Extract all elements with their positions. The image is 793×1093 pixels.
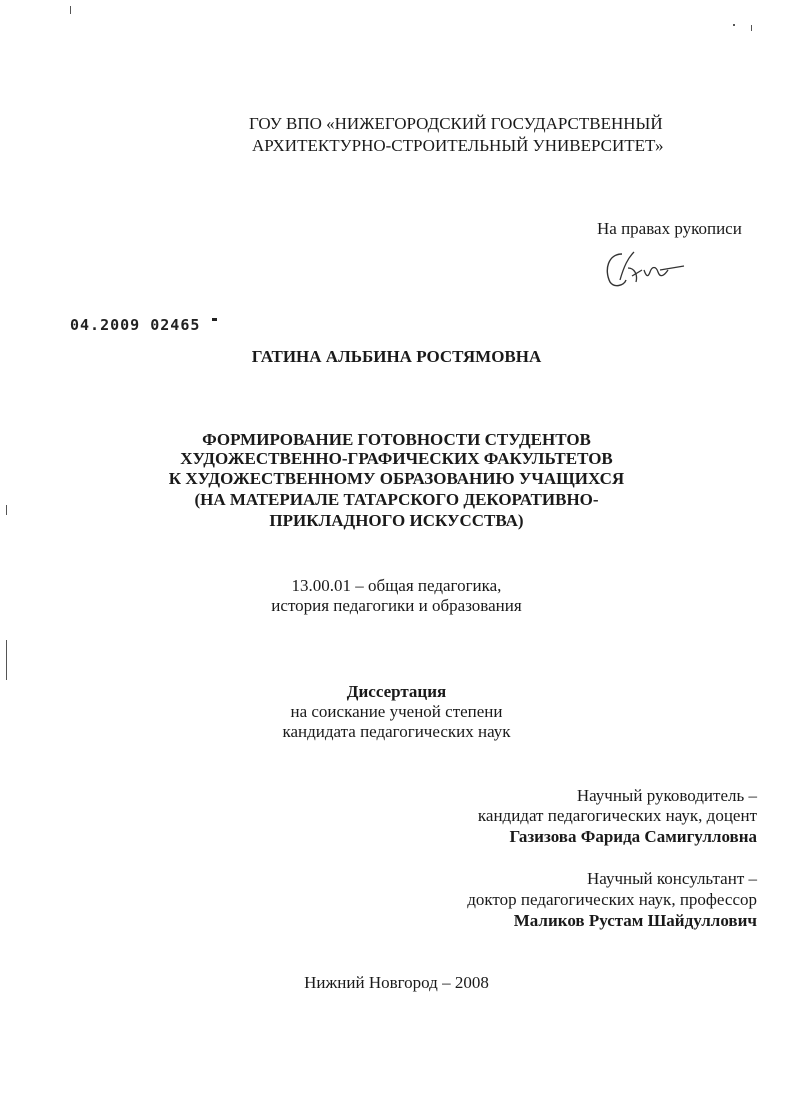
dissertation-degree-line-2: кандидата педагогических наук <box>282 722 511 741</box>
university-name-line-2: АРХИТЕКТУРНО-СТРОИТЕЛЬНЫЙ УНИВЕРСИТЕТ» <box>252 136 664 155</box>
scan-mark <box>70 6 71 14</box>
dissertation-degree-line-1: на соискание ученой степени <box>290 702 503 721</box>
scan-mark <box>751 25 752 31</box>
title-line: ФОРМИРОВАНИЕ ГОТОВНОСТИ СТУДЕНТОВ <box>202 430 591 449</box>
supervisor-degree: кандидат педагогических наук, доцент <box>477 806 757 825</box>
consultant-name: Маликов Рустам Шайдуллович <box>513 911 757 930</box>
signature <box>598 240 688 292</box>
title-line: (НА МАТЕРИАЛЕ ТАТАРСКОГО ДЕКОРАТИВНО- <box>194 490 599 509</box>
scan-mark <box>733 24 735 26</box>
title-line: ПРИКЛАДНОГО ИСКУССТВА) <box>269 511 524 530</box>
consultant-degree: доктор педагогических наук, профессор <box>467 890 757 909</box>
dissertation-heading: Диссертация <box>346 682 447 701</box>
consultant-role: Научный консультант – <box>587 869 757 888</box>
university-name-line-1: ГОУ ВПО «НИЖЕГОРОДСКИЙ ГОСУДАРСТВЕННЫЙ <box>249 114 663 133</box>
supervisor-role: Научный руководитель – <box>576 786 757 805</box>
stamp-dot <box>212 318 217 321</box>
library-stamp-number: 04.2009 02465 <box>70 316 201 334</box>
author-name: ГАТИНА АЛЬБИНА РОСТЯМОВНА <box>251 347 542 366</box>
place-year: Нижний Новгород – 2008 <box>304 973 489 992</box>
title-line: К ХУДОЖЕСТВЕННОМУ ОБРАЗОВАНИЮ УЧАЩИХСЯ <box>168 469 625 488</box>
scan-mark <box>6 640 7 680</box>
supervisor-name: Газизова Фарида Самигулловна <box>509 827 757 846</box>
manuscript-note: На правах рукописи <box>597 219 742 238</box>
specialty-code: 13.00.01 – общая педагогика, <box>291 576 502 595</box>
title-line: ХУДОЖЕСТВЕННО-ГРАФИЧЕСКИХ ФАКУЛЬТЕТОВ <box>180 449 613 468</box>
specialty-name: история педагогики и образования <box>271 596 522 615</box>
